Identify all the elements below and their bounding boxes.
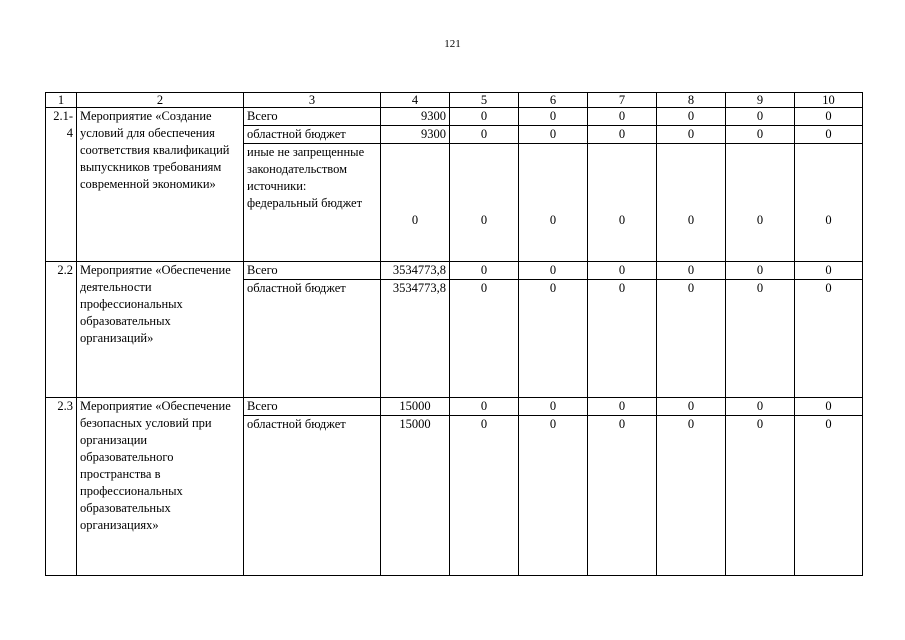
budget-table xyxy=(45,92,863,576)
value-cell: 0 xyxy=(519,126,588,144)
value-cell: 0 xyxy=(657,144,726,262)
column-header: 2 xyxy=(77,93,244,108)
value-cell: 0 xyxy=(795,262,863,280)
funding-source: иные не запрещенные законодательством источники: федеральный бюджет xyxy=(244,144,381,262)
value-cell: 0 xyxy=(657,126,726,144)
column-header: 3 xyxy=(244,93,381,108)
value-cell: 0 xyxy=(519,280,588,398)
value-cell: 0 xyxy=(657,280,726,398)
value-cell: 0 xyxy=(450,416,519,576)
value-cell: 0 xyxy=(795,144,863,262)
value-cell: 0 xyxy=(726,262,795,280)
value-cell: 0 xyxy=(519,262,588,280)
column-header: 6 xyxy=(519,93,588,108)
value-cell: 0 xyxy=(726,108,795,126)
value-cell: 0 xyxy=(795,126,863,144)
value-cell: 0 xyxy=(450,144,519,262)
event-name: Мероприятие «Обеспечение безопасных условий при организации образовательного пространства в профессиональных образовательных организациях» xyxy=(77,398,244,576)
header-row xyxy=(46,93,863,108)
row-number: 2.3 xyxy=(46,398,77,576)
funding-source: областной бюджет xyxy=(244,416,381,576)
value-cell: 9300 xyxy=(381,126,450,144)
value-cell: 0 xyxy=(726,144,795,262)
value-cell: 3534773,8 xyxy=(381,280,450,398)
value-cell: 0 xyxy=(450,398,519,416)
table-row xyxy=(46,398,863,416)
value-cell: 0 xyxy=(519,144,588,262)
value-cell: 0 xyxy=(588,280,657,398)
column-header: 9 xyxy=(726,93,795,108)
value-cell: 0 xyxy=(519,108,588,126)
value-cell: 0 xyxy=(657,416,726,576)
value-cell: 0 xyxy=(450,280,519,398)
page-number: 121 xyxy=(444,38,461,50)
value-cell: 0 xyxy=(588,144,657,262)
funding-source: областной бюджет xyxy=(244,280,381,398)
value-cell: 15000 xyxy=(381,416,450,576)
value-cell: 0 xyxy=(726,126,795,144)
value-cell: 0 xyxy=(795,416,863,576)
row-number: 2.2 xyxy=(46,262,77,398)
row-number: 2.1-4 xyxy=(46,108,77,262)
value-cell: 0 xyxy=(657,398,726,416)
value-cell: 0 xyxy=(450,126,519,144)
value-cell: 0 xyxy=(588,126,657,144)
value-cell: 0 xyxy=(450,262,519,280)
value-cell: 0 xyxy=(588,108,657,126)
value-cell: 0 xyxy=(657,108,726,126)
value-cell: 0 xyxy=(588,262,657,280)
value-cell: 0 xyxy=(450,108,519,126)
table-row xyxy=(46,262,863,280)
value-cell: 0 xyxy=(726,398,795,416)
value-cell: 0 xyxy=(381,144,450,262)
column-header: 1 xyxy=(46,93,77,108)
value-cell: 0 xyxy=(519,416,588,576)
funding-source: Всего xyxy=(244,262,381,280)
value-cell: 0 xyxy=(726,416,795,576)
value-cell: 0 xyxy=(657,262,726,280)
column-header: 8 xyxy=(657,93,726,108)
value-cell: 0 xyxy=(588,398,657,416)
funding-source: областной бюджет xyxy=(244,126,381,144)
column-header: 10 xyxy=(795,93,863,108)
value-cell: 3534773,8 xyxy=(381,262,450,280)
value-cell: 0 xyxy=(519,398,588,416)
funding-source: Всего xyxy=(244,108,381,126)
event-name: Мероприятие «Создание условий для обеспечения соответствия квалификаций выпускников требованиям современной экономики» xyxy=(77,108,244,262)
value-cell: 0 xyxy=(726,280,795,398)
value-cell: 0 xyxy=(795,108,863,126)
value-cell: 9300 xyxy=(381,108,450,126)
value-cell: 0 xyxy=(795,398,863,416)
table-row xyxy=(46,108,863,126)
column-header: 7 xyxy=(588,93,657,108)
value-cell: 15000 xyxy=(381,398,450,416)
column-header: 4 xyxy=(381,93,450,108)
event-name: Мероприятие «Обеспечение деятельности профессиональных образовательных организаций» xyxy=(77,262,244,398)
value-cell: 0 xyxy=(588,416,657,576)
value-cell: 0 xyxy=(795,280,863,398)
funding-source: Всего xyxy=(244,398,381,416)
column-header: 5 xyxy=(450,93,519,108)
